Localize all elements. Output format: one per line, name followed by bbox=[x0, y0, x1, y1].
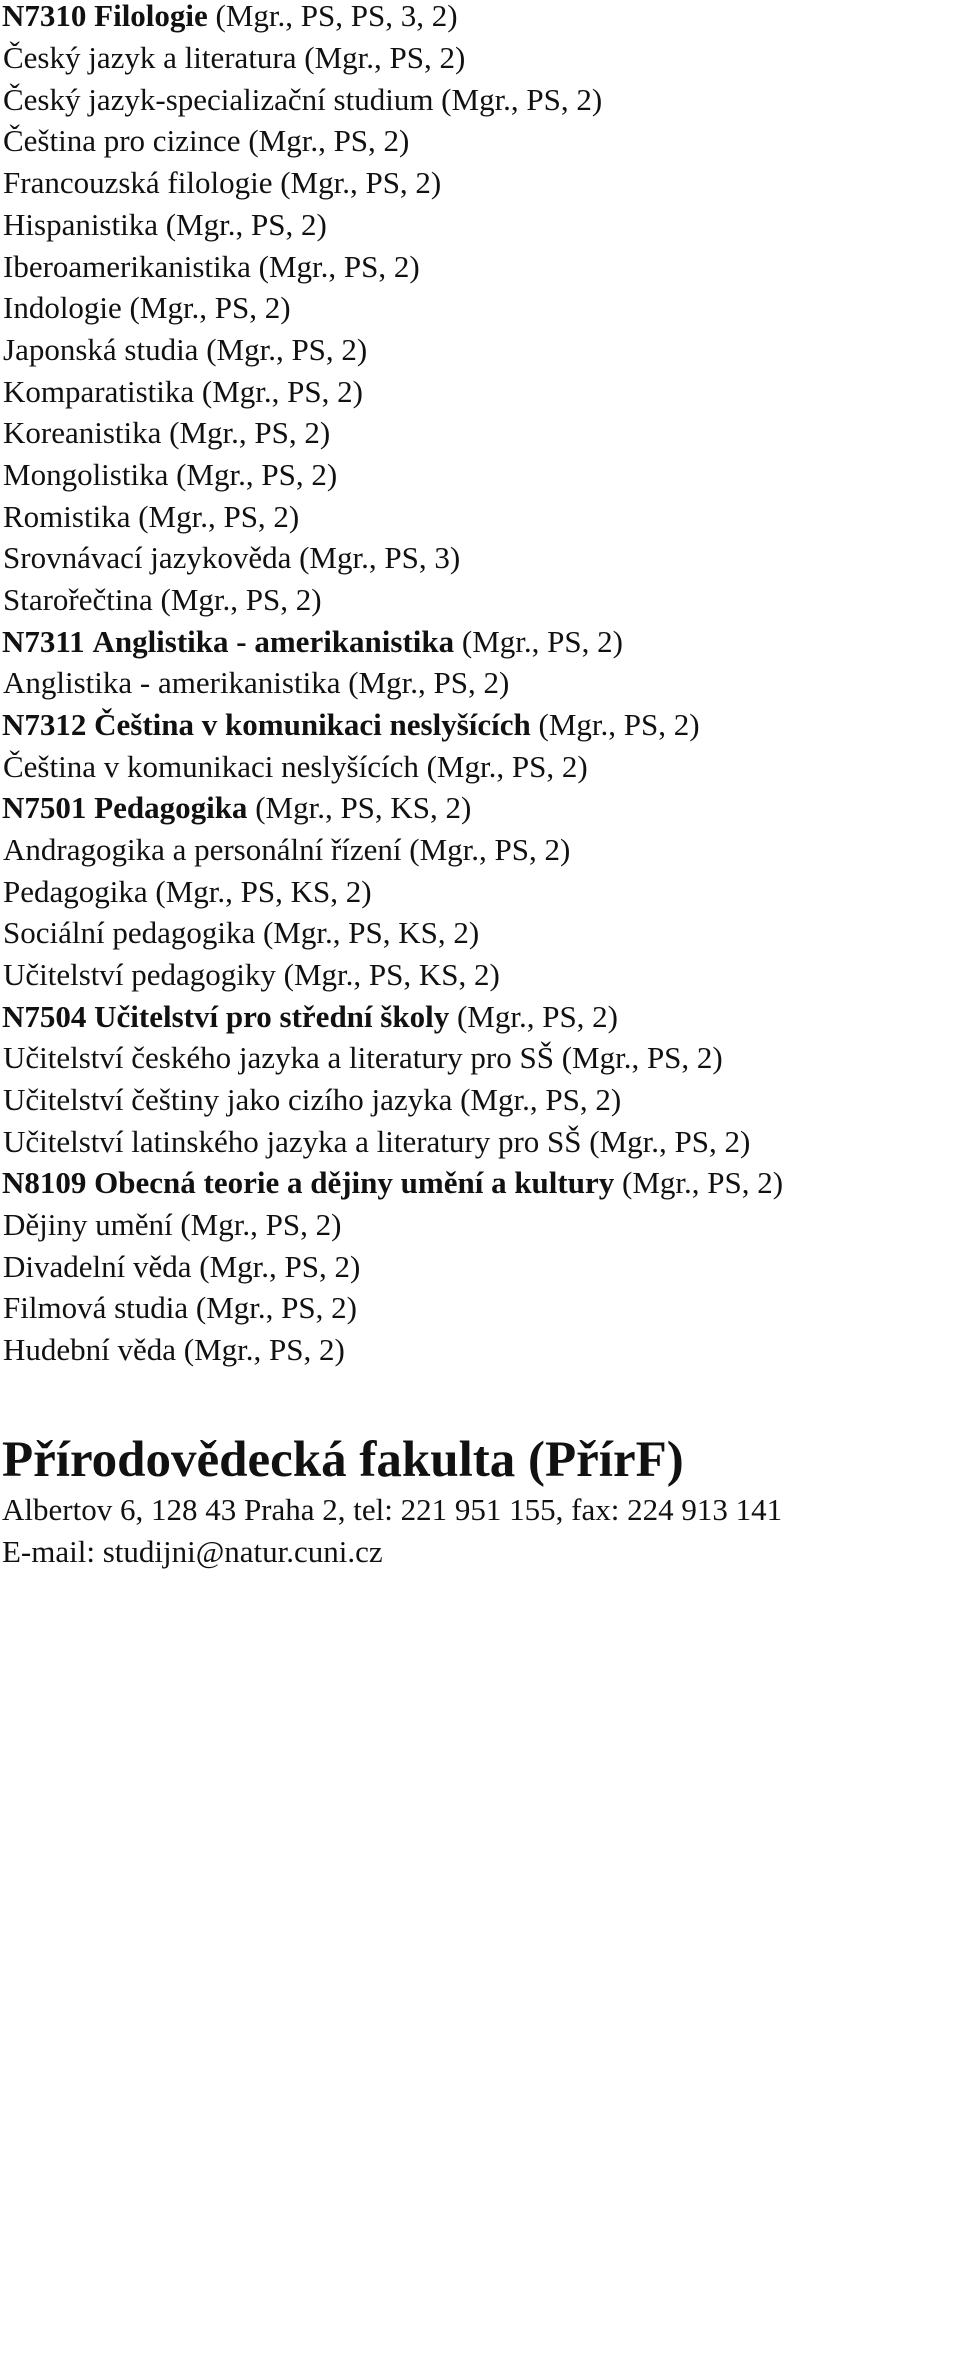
field-item: Hudební věda (Mgr., PS, 2) bbox=[3, 1332, 345, 1367]
field-item: Učitelství pedagogiky (Mgr., PS, KS, 2) bbox=[3, 957, 500, 992]
faculty-email: E-mail: studijni@natur.cuni.cz bbox=[2, 1534, 383, 1569]
faculty-title: Přírodovědecká fakulta (PřírF) bbox=[2, 1432, 684, 1488]
field-item: Hispanistika (Mgr., PS, 2) bbox=[3, 207, 327, 242]
programme-heading: N7310 Filologie (Mgr., PS, PS, 3, 2) bbox=[2, 0, 458, 33]
field-item: Sociální pedagogika (Mgr., PS, KS, 2) bbox=[3, 915, 480, 950]
field-item: Iberoamerikanistika (Mgr., PS, 2) bbox=[3, 249, 420, 284]
field-item: Anglistika - amerikanistika (Mgr., PS, 2) bbox=[3, 665, 510, 700]
field-item: Divadelní věda (Mgr., PS, 2) bbox=[3, 1249, 361, 1284]
field-item: Indologie (Mgr., PS, 2) bbox=[3, 290, 291, 325]
field-item: Mongolistika (Mgr., PS, 2) bbox=[3, 457, 338, 492]
field-item: Český jazyk-specializační studium (Mgr., PS, 2) bbox=[3, 82, 603, 117]
field-item: Japonská studia (Mgr., PS, 2) bbox=[3, 332, 368, 367]
field-item: Starořečtina (Mgr., PS, 2) bbox=[3, 582, 322, 617]
field-item: Koreanistika (Mgr., PS, 2) bbox=[3, 415, 331, 450]
faculty-address: Albertov 6, 128 43 Praha 2, tel: 221 951 155, fax: 224 913 141 bbox=[2, 1492, 783, 1527]
field-item: Učitelství latinského jazyka a literatury pro SŠ (Mgr., PS, 2) bbox=[3, 1124, 751, 1159]
programme-heading: N8109 Obecná teorie a dějiny umění a kultury (Mgr., PS, 2) bbox=[2, 1165, 784, 1200]
field-item: Učitelství českého jazyka a literatury pro SŠ (Mgr., PS, 2) bbox=[3, 1040, 723, 1075]
field-item: Učitelství češtiny jako cizího jazyka (Mgr., PS, 2) bbox=[3, 1082, 622, 1117]
field-item: Srovnávací jazykověda (Mgr., PS, 3) bbox=[3, 540, 461, 575]
field-item: Český jazyk a literatura (Mgr., PS, 2) bbox=[3, 40, 466, 75]
field-item: Pedagogika (Mgr., PS, KS, 2) bbox=[3, 874, 372, 909]
programme-heading: N7504 Učitelství pro střední školy (Mgr., PS, 2) bbox=[2, 999, 619, 1034]
field-item: Čeština pro cizince (Mgr., PS, 2) bbox=[3, 123, 410, 158]
field-item: Andragogika a personální řízení (Mgr., PS, 2) bbox=[3, 832, 571, 867]
programme-heading: N7312 Čeština v komunikaci neslyšících (Mgr., PS, 2) bbox=[2, 707, 700, 742]
field-item: Komparatistika (Mgr., PS, 2) bbox=[3, 374, 363, 409]
field-item: Francouzská filologie (Mgr., PS, 2) bbox=[3, 165, 442, 200]
field-item: Filmová studia (Mgr., PS, 2) bbox=[3, 1290, 357, 1325]
field-item: Romistika (Mgr., PS, 2) bbox=[3, 499, 300, 534]
field-item: Dějiny umění (Mgr., PS, 2) bbox=[3, 1207, 342, 1242]
programme-heading: N7501 Pedagogika (Mgr., PS, KS, 2) bbox=[2, 790, 472, 825]
programme-heading: N7311 Anglistika - amerikanistika (Mgr., PS, 2) bbox=[2, 624, 623, 659]
field-item: Čeština v komunikaci neslyšících (Mgr., PS, 2) bbox=[3, 749, 588, 784]
